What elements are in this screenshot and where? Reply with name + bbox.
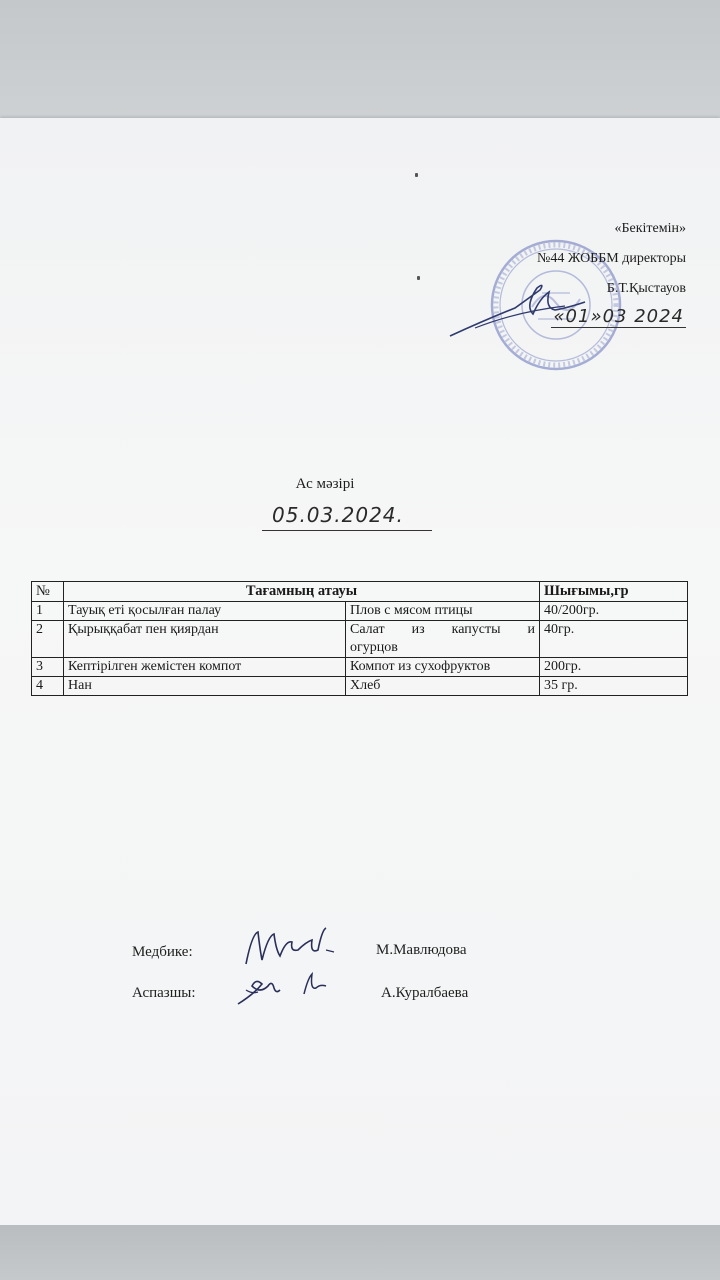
header-number: № bbox=[32, 582, 64, 602]
background-bottom bbox=[0, 1225, 720, 1280]
paper-speck bbox=[417, 276, 420, 280]
cook-name: А.Куралбаева bbox=[381, 985, 469, 1001]
dish-name-kazakh: Қырыққабат пен қиярдан bbox=[64, 621, 346, 658]
background-top bbox=[0, 0, 720, 130]
table-row bbox=[32, 602, 688, 621]
row-number: 1 bbox=[32, 602, 64, 621]
dish-name-russian bbox=[346, 621, 540, 658]
dish-yield: 40гр. bbox=[540, 621, 688, 658]
header-dish-name: Тағамның атауы bbox=[64, 582, 540, 602]
row-number: 4 bbox=[32, 677, 64, 696]
dish-name-russian: Компот из сухофруктов bbox=[346, 658, 540, 677]
cook-signature bbox=[232, 964, 342, 1012]
table-row bbox=[32, 677, 688, 696]
table-row bbox=[32, 621, 688, 658]
approval-block bbox=[537, 218, 686, 328]
date-day: 01 bbox=[565, 306, 591, 327]
dish-name-russian-line2: огурцов bbox=[350, 640, 398, 655]
row-number: 2 bbox=[32, 621, 64, 658]
approval-heading: «Бекітемін» bbox=[614, 221, 686, 236]
dish-name-kazakh: Тауық еті қосылған палау bbox=[64, 602, 346, 621]
approval-date-line bbox=[551, 306, 686, 328]
table-header-row bbox=[32, 582, 688, 602]
director-name: Б.Т.Қыстауов bbox=[606, 281, 686, 296]
document-title: Ас мәзірі bbox=[295, 476, 355, 492]
dish-name-kazakh: Кептірілген жемістен компот bbox=[64, 658, 346, 677]
dish-yield: 35 гр. bbox=[540, 677, 688, 696]
date-open-quote: « bbox=[553, 306, 566, 327]
dish-name-russian: Хлеб bbox=[346, 677, 540, 696]
nurse-name: М.Мавлюдова bbox=[376, 942, 467, 958]
menu-date: 05.03.2024. bbox=[262, 500, 432, 531]
header-yield: Шығымы,гр bbox=[540, 582, 688, 602]
menu-table bbox=[31, 581, 688, 696]
director-position: №44 ЖОББМ директоры bbox=[537, 251, 686, 266]
nurse-label: Медбике: bbox=[132, 944, 193, 960]
dish-name-russian-line1: Салат из капусты и bbox=[350, 622, 535, 637]
table-row bbox=[32, 658, 688, 677]
row-number: 3 bbox=[32, 658, 64, 677]
dish-yield: 200гр. bbox=[540, 658, 688, 677]
paper-speck bbox=[415, 173, 418, 177]
dish-name-russian: Плов с мясом птицы bbox=[346, 602, 540, 621]
dish-name-kazakh: Нан bbox=[64, 677, 346, 696]
approval-date bbox=[537, 306, 686, 328]
dish-yield: 40/200гр. bbox=[540, 602, 688, 621]
date-month-year: »03 2024 bbox=[590, 306, 684, 327]
cook-label: Аспазшы: bbox=[132, 985, 196, 1001]
